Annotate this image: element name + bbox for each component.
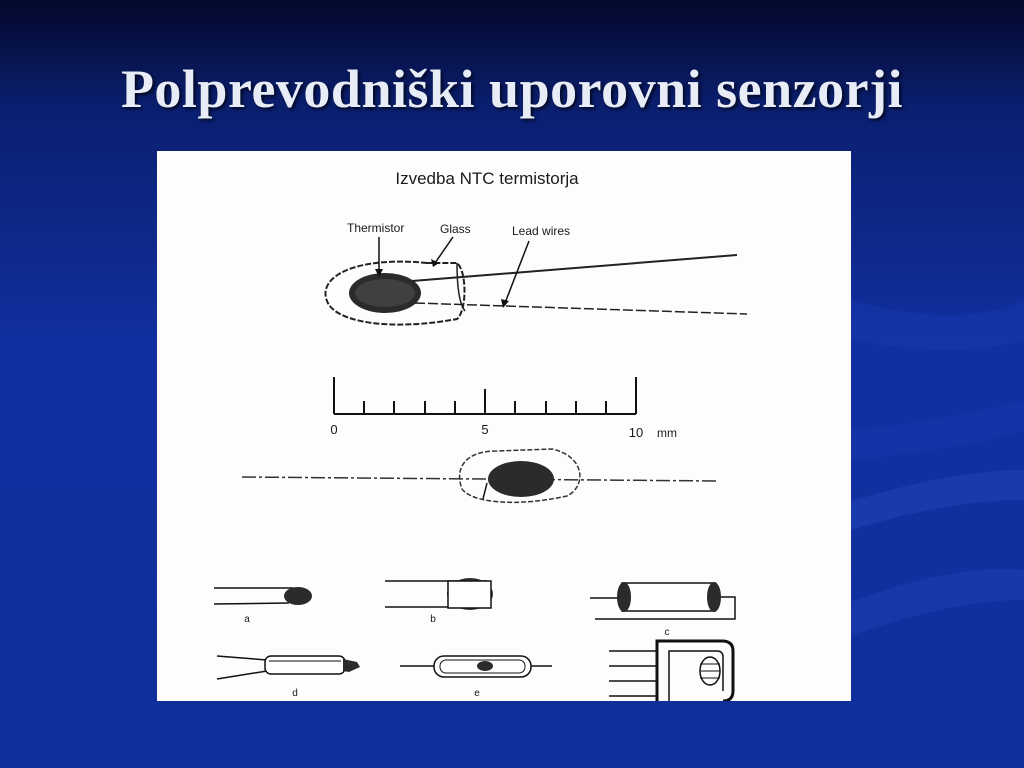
variant-a <box>214 587 312 625</box>
scale-label-0: 0 <box>330 422 338 437</box>
mm-scale <box>330 377 677 440</box>
variant-f <box>609 641 733 701</box>
label-thermistor: Thermistor <box>347 221 405 235</box>
variant-d <box>217 656 360 699</box>
variant-b-label: b <box>430 614 436 625</box>
scale-label-10: 10 <box>628 425 644 440</box>
variant-b <box>385 578 493 625</box>
variant-d-label: d <box>292 688 298 699</box>
variant-c <box>590 582 735 638</box>
variant-e <box>400 656 552 699</box>
scale-label-5: 5 <box>481 422 489 437</box>
scale-unit: mm <box>657 426 677 440</box>
figure-heading: Izvedba NTC termistorja <box>395 169 579 188</box>
label-lead-wires: Lead wires <box>512 224 571 238</box>
variant-a-label: a <box>244 614 250 625</box>
actual-size-thermistor <box>242 449 717 502</box>
label-glass: Glass <box>440 222 471 236</box>
variant-c-label: c <box>664 627 670 638</box>
variant-e-label: e <box>474 688 480 699</box>
slide-title: Polprevodniški uporovni senzorji <box>120 59 904 119</box>
thermistor-figure <box>157 151 851 701</box>
enlarged-thermistor <box>325 237 747 325</box>
thermistor-diagram <box>157 151 851 701</box>
